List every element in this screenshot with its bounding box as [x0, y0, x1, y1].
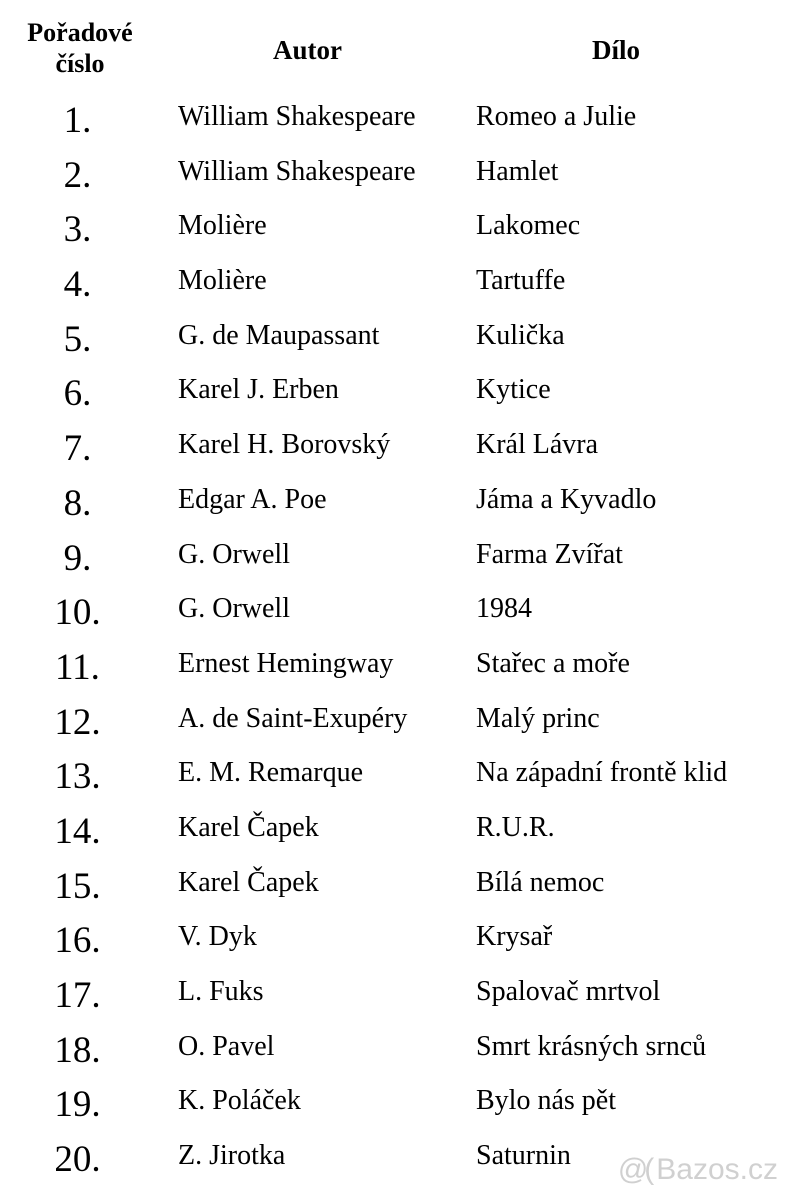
row-work: 1984	[476, 593, 532, 625]
bazos-watermark	[618, 1152, 778, 1188]
row-work: Jáma a Kyvadlo	[476, 483, 657, 515]
row-number: 5.	[63, 318, 92, 360]
table-row	[0, 201, 792, 256]
bazos-logo-icon: @(	[617, 1153, 651, 1186]
table-row	[0, 584, 792, 639]
row-number: 13.	[54, 756, 101, 798]
row-author: G. de Maupassant	[178, 319, 380, 351]
row-number: 16.	[54, 920, 101, 962]
row-author: K. Poláček	[178, 1085, 301, 1117]
row-work: Na západní frontě klid	[476, 757, 728, 789]
row-author: O. Pavel	[178, 1030, 275, 1062]
table-row	[0, 365, 792, 420]
row-number: 18.	[54, 1029, 101, 1071]
table-row	[0, 912, 792, 967]
row-work: Krysař	[476, 921, 553, 953]
header-number-line1: Pořadové	[27, 18, 133, 47]
row-number: 4.	[63, 264, 92, 306]
row-number: 12.	[54, 701, 101, 743]
row-author: Z. Jirotka	[178, 1140, 286, 1172]
row-work: R.U.R.	[476, 811, 555, 843]
row-number: 9.	[63, 537, 92, 579]
row-number: 3.	[63, 209, 92, 251]
row-author: Karel Čapek	[178, 866, 319, 898]
row-work: Farma Zvířat	[476, 538, 623, 570]
row-work: Hamlet	[476, 155, 559, 187]
table-row	[0, 639, 792, 694]
row-work: Romeo a Julie	[476, 101, 637, 132]
table-row	[0, 1022, 792, 1077]
row-author: Ernest Hemingway	[178, 647, 394, 679]
row-number: 20.	[54, 1139, 101, 1181]
row-number: 14.	[54, 810, 101, 852]
row-number: 1.	[63, 100, 92, 141]
row-author: Edgar A. Poe	[178, 483, 327, 515]
table-body	[0, 92, 792, 1186]
row-work: Tartuffe	[476, 265, 566, 297]
row-author: William Shakespeare	[178, 155, 416, 187]
table-row	[0, 858, 792, 913]
row-author: E. M. Remarque	[178, 757, 364, 789]
header-number-line2: číslo	[55, 49, 105, 78]
table-row	[0, 748, 792, 803]
row-author: L. Fuks	[178, 976, 264, 1007]
row-author: V. Dyk	[178, 921, 257, 953]
row-author: William Shakespeare	[178, 101, 416, 132]
row-number: 7.	[63, 428, 92, 470]
row-author: Karel H. Borovský	[178, 429, 391, 461]
row-number: 11.	[55, 646, 100, 688]
row-author: Molière	[178, 265, 267, 297]
table-row	[0, 475, 792, 530]
row-number: 2.	[63, 154, 92, 196]
row-author: Karel J. Erben	[178, 374, 339, 406]
row-author: Molière	[178, 210, 267, 242]
table-row	[0, 92, 792, 147]
row-author: G. Orwell	[178, 538, 290, 570]
header-work: Dílo	[592, 35, 641, 65]
row-number: 10.	[54, 592, 101, 634]
table-header	[0, 0, 792, 90]
row-number: 17.	[54, 975, 101, 1016]
row-work: Saturnin	[476, 1140, 571, 1172]
row-work: Kulička	[476, 319, 565, 351]
row-work: Bylo nás pět	[476, 1085, 616, 1117]
row-author: Karel Čapek	[178, 811, 319, 843]
header-author: Autor	[273, 35, 342, 65]
row-work: Malý princ	[476, 702, 600, 734]
row-work: Stařec a moře	[476, 647, 630, 679]
row-number: 6.	[63, 373, 92, 415]
table-row	[0, 694, 792, 749]
row-work: Kytice	[476, 374, 551, 406]
table-row	[0, 1076, 792, 1131]
row-work: Smrt krásných srnců	[476, 1030, 707, 1062]
row-author: G. Orwell	[178, 593, 290, 625]
table-row	[0, 147, 792, 202]
header-number	[0, 17, 160, 79]
row-work: Spalovač mrtvol	[476, 976, 661, 1007]
table-row	[0, 311, 792, 366]
row-number: 15.	[54, 865, 101, 907]
row-number: 8.	[63, 482, 92, 524]
table-row	[0, 803, 792, 858]
row-work: Král Lávra	[476, 429, 599, 461]
row-number: 19.	[54, 1084, 101, 1126]
watermark-text: Bazos.cz	[656, 1153, 778, 1186]
table-row	[0, 420, 792, 475]
row-work: Bílá nemoc	[476, 866, 605, 898]
table-row	[0, 256, 792, 311]
table-row	[0, 530, 792, 585]
row-work: Lakomec	[476, 210, 581, 242]
row-author: A. de Saint-Exupéry	[178, 702, 408, 734]
table-row	[0, 967, 792, 1022]
